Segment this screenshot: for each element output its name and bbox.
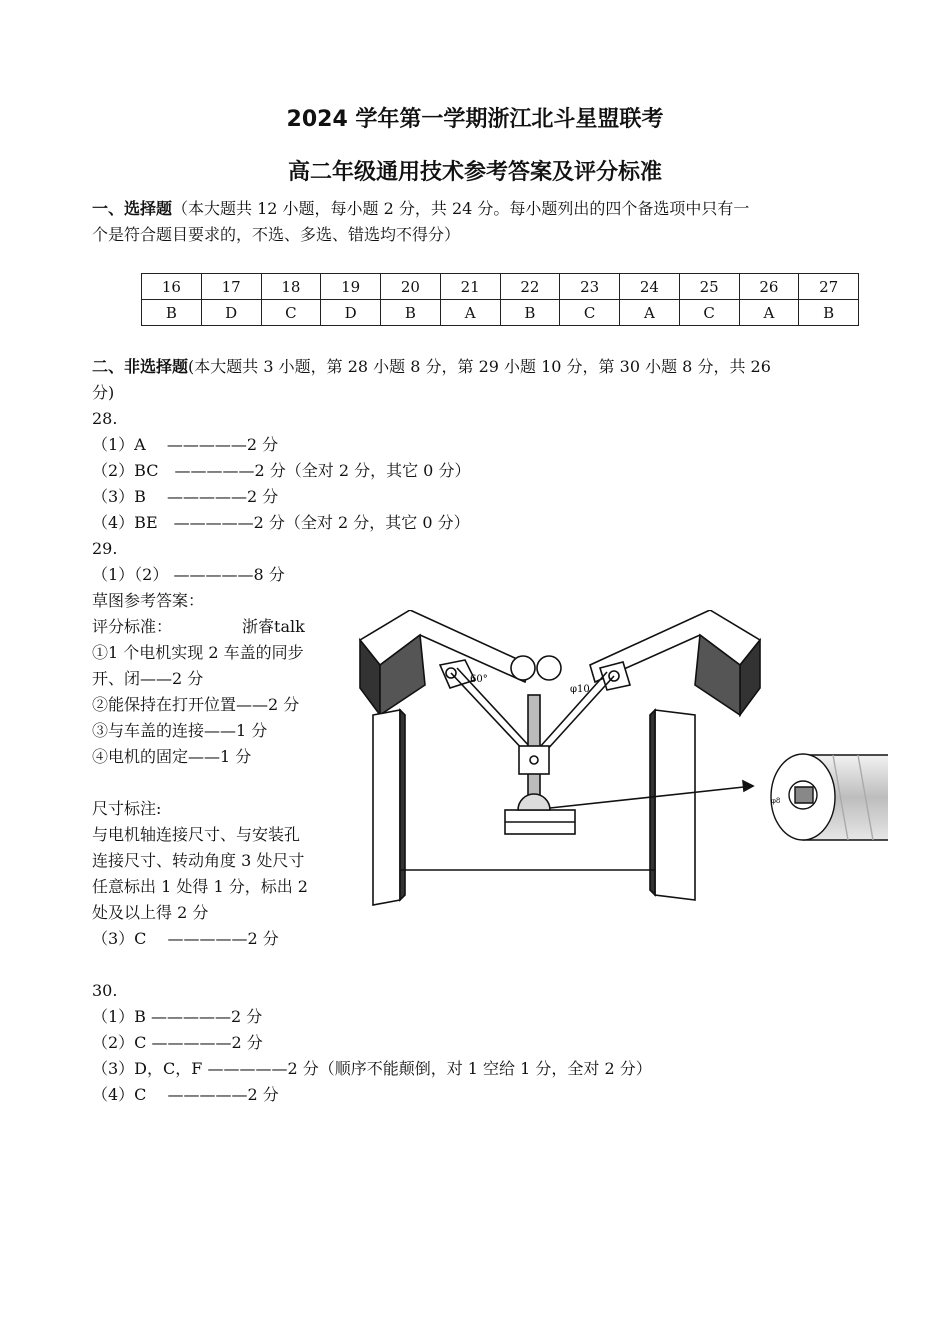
q28-line-2: （2）BC —————2 分（全对 2 分，其它 0 分） (92, 461, 471, 480)
answer-cell: A (620, 300, 680, 326)
question-number-cell: 26 (739, 274, 799, 300)
q28-line-3: （3）B —————2 分 (92, 487, 279, 506)
q29-dim-3: 任意标出 1 处得 1 分，标出 2 (92, 877, 308, 896)
section2-desc-1: (本大题共 3 小题，第 28 小题 8 分，第 29 小题 10 分，第 30 小题 8 分，共 26 (188, 357, 771, 376)
answer-table (141, 273, 859, 326)
question-number-cell: 18 (261, 274, 321, 300)
q28-line-4: （4）BE —————2 分（全对 2 分，其它 0 分） (92, 513, 470, 532)
section1-desc-2: 个是符合题目要求的，不选、多选、错选均不得分） (92, 225, 461, 244)
diameter-label: φ10 (570, 684, 590, 695)
watermark-text: 浙睿talk (242, 617, 305, 636)
right-post (655, 710, 695, 900)
left-post (373, 710, 400, 905)
question-number-cell: 19 (321, 274, 381, 300)
q29-criteria-3: ③与车盖的连接——1 分 (92, 721, 268, 740)
answer-cell: B (142, 300, 202, 326)
question-number-cell: 22 (500, 274, 560, 300)
answer-table-numbers-row (142, 274, 859, 300)
question-number-cell: 23 (560, 274, 620, 300)
q30-line-3: （3）D，C，F —————2 分（顺序不能颠倒，对 1 空给 1 分，全对 2 分） (92, 1059, 652, 1078)
section1-heading: 一、选择题 (92, 199, 173, 218)
answer-cell: C (679, 300, 739, 326)
answer-cell: D (321, 300, 381, 326)
q30-line-1: （1）B —————2 分 (92, 1007, 263, 1026)
q29-line-3: （3）C —————2 分 (92, 929, 279, 948)
answer-cell: C (560, 300, 620, 326)
q29-criteria-label: 评分标准： (92, 617, 173, 636)
q30-line-4: （4）C —————2 分 (92, 1085, 279, 1104)
shaft-label: φ8 (771, 797, 781, 805)
page-title: 2024 学年第一学期浙江北斗星盟联考 (286, 107, 664, 132)
q30-number: 30. (92, 981, 118, 1000)
question-number-cell: 21 (440, 274, 500, 300)
roller-left (511, 656, 535, 680)
answer-cell: B (799, 300, 859, 326)
answer-cell: A (739, 300, 799, 326)
answer-cell: B (381, 300, 441, 326)
q29-number: 29. (92, 539, 118, 558)
q29-criteria-1: ①1 个电机实现 2 车盖的同步 (92, 643, 304, 662)
shaft-detail (763, 745, 888, 845)
q29-criteria-4: ④电机的固定——1 分 (92, 747, 252, 766)
q29-sketch-label: 草图参考答案： (92, 591, 205, 610)
q29-criteria-2: ②能保持在打开位置——2 分 (92, 695, 300, 714)
section2-desc-2: 分) (92, 383, 115, 402)
section2-heading: 二、非选择题 (92, 357, 189, 376)
question-number-cell: 20 (381, 274, 441, 300)
answer-cell: D (201, 300, 261, 326)
page-subtitle: 高二年级通用技术参考答案及评分标准 (287, 160, 662, 185)
q29-line-12: （1）（2） —————8 分 (92, 565, 285, 584)
q30-line-2: （2）C —————2 分 (92, 1033, 263, 1052)
answer-table-answers-row (142, 300, 859, 326)
section1 (92, 196, 749, 248)
question-number-cell: 24 (620, 274, 680, 300)
q29-dim-label: 尺寸标注: (92, 799, 162, 818)
mechanism-sketch (355, 610, 765, 910)
answer-cell: A (440, 300, 500, 326)
angle-label: 60° (470, 674, 488, 685)
q29-dim-4: 处及以上得 2 分 (92, 903, 209, 922)
question-number-cell: 25 (679, 274, 739, 300)
question-number-cell: 16 (142, 274, 202, 300)
answer-cell: C (261, 300, 321, 326)
q28-line-1: （1）A —————2 分 (92, 435, 279, 454)
q29-dim-2: 连接尺寸、转动角度 3 处尺寸 (92, 851, 305, 870)
question-number-cell: 17 (201, 274, 261, 300)
answer-cell: B (500, 300, 560, 326)
roller-right (537, 656, 561, 680)
question-number-cell: 27 (799, 274, 859, 300)
section1-desc-1: （本大题共 12 小题，每小题 2 分，共 24 分。每小题列出的四个备选项中只有一 (172, 199, 750, 218)
q29-dim-1: 与电机轴连接尺寸、与安装孔 (92, 825, 301, 844)
q29-criteria-1b: 开、闭——2 分 (92, 669, 204, 688)
q28-number: 28. (92, 409, 118, 428)
